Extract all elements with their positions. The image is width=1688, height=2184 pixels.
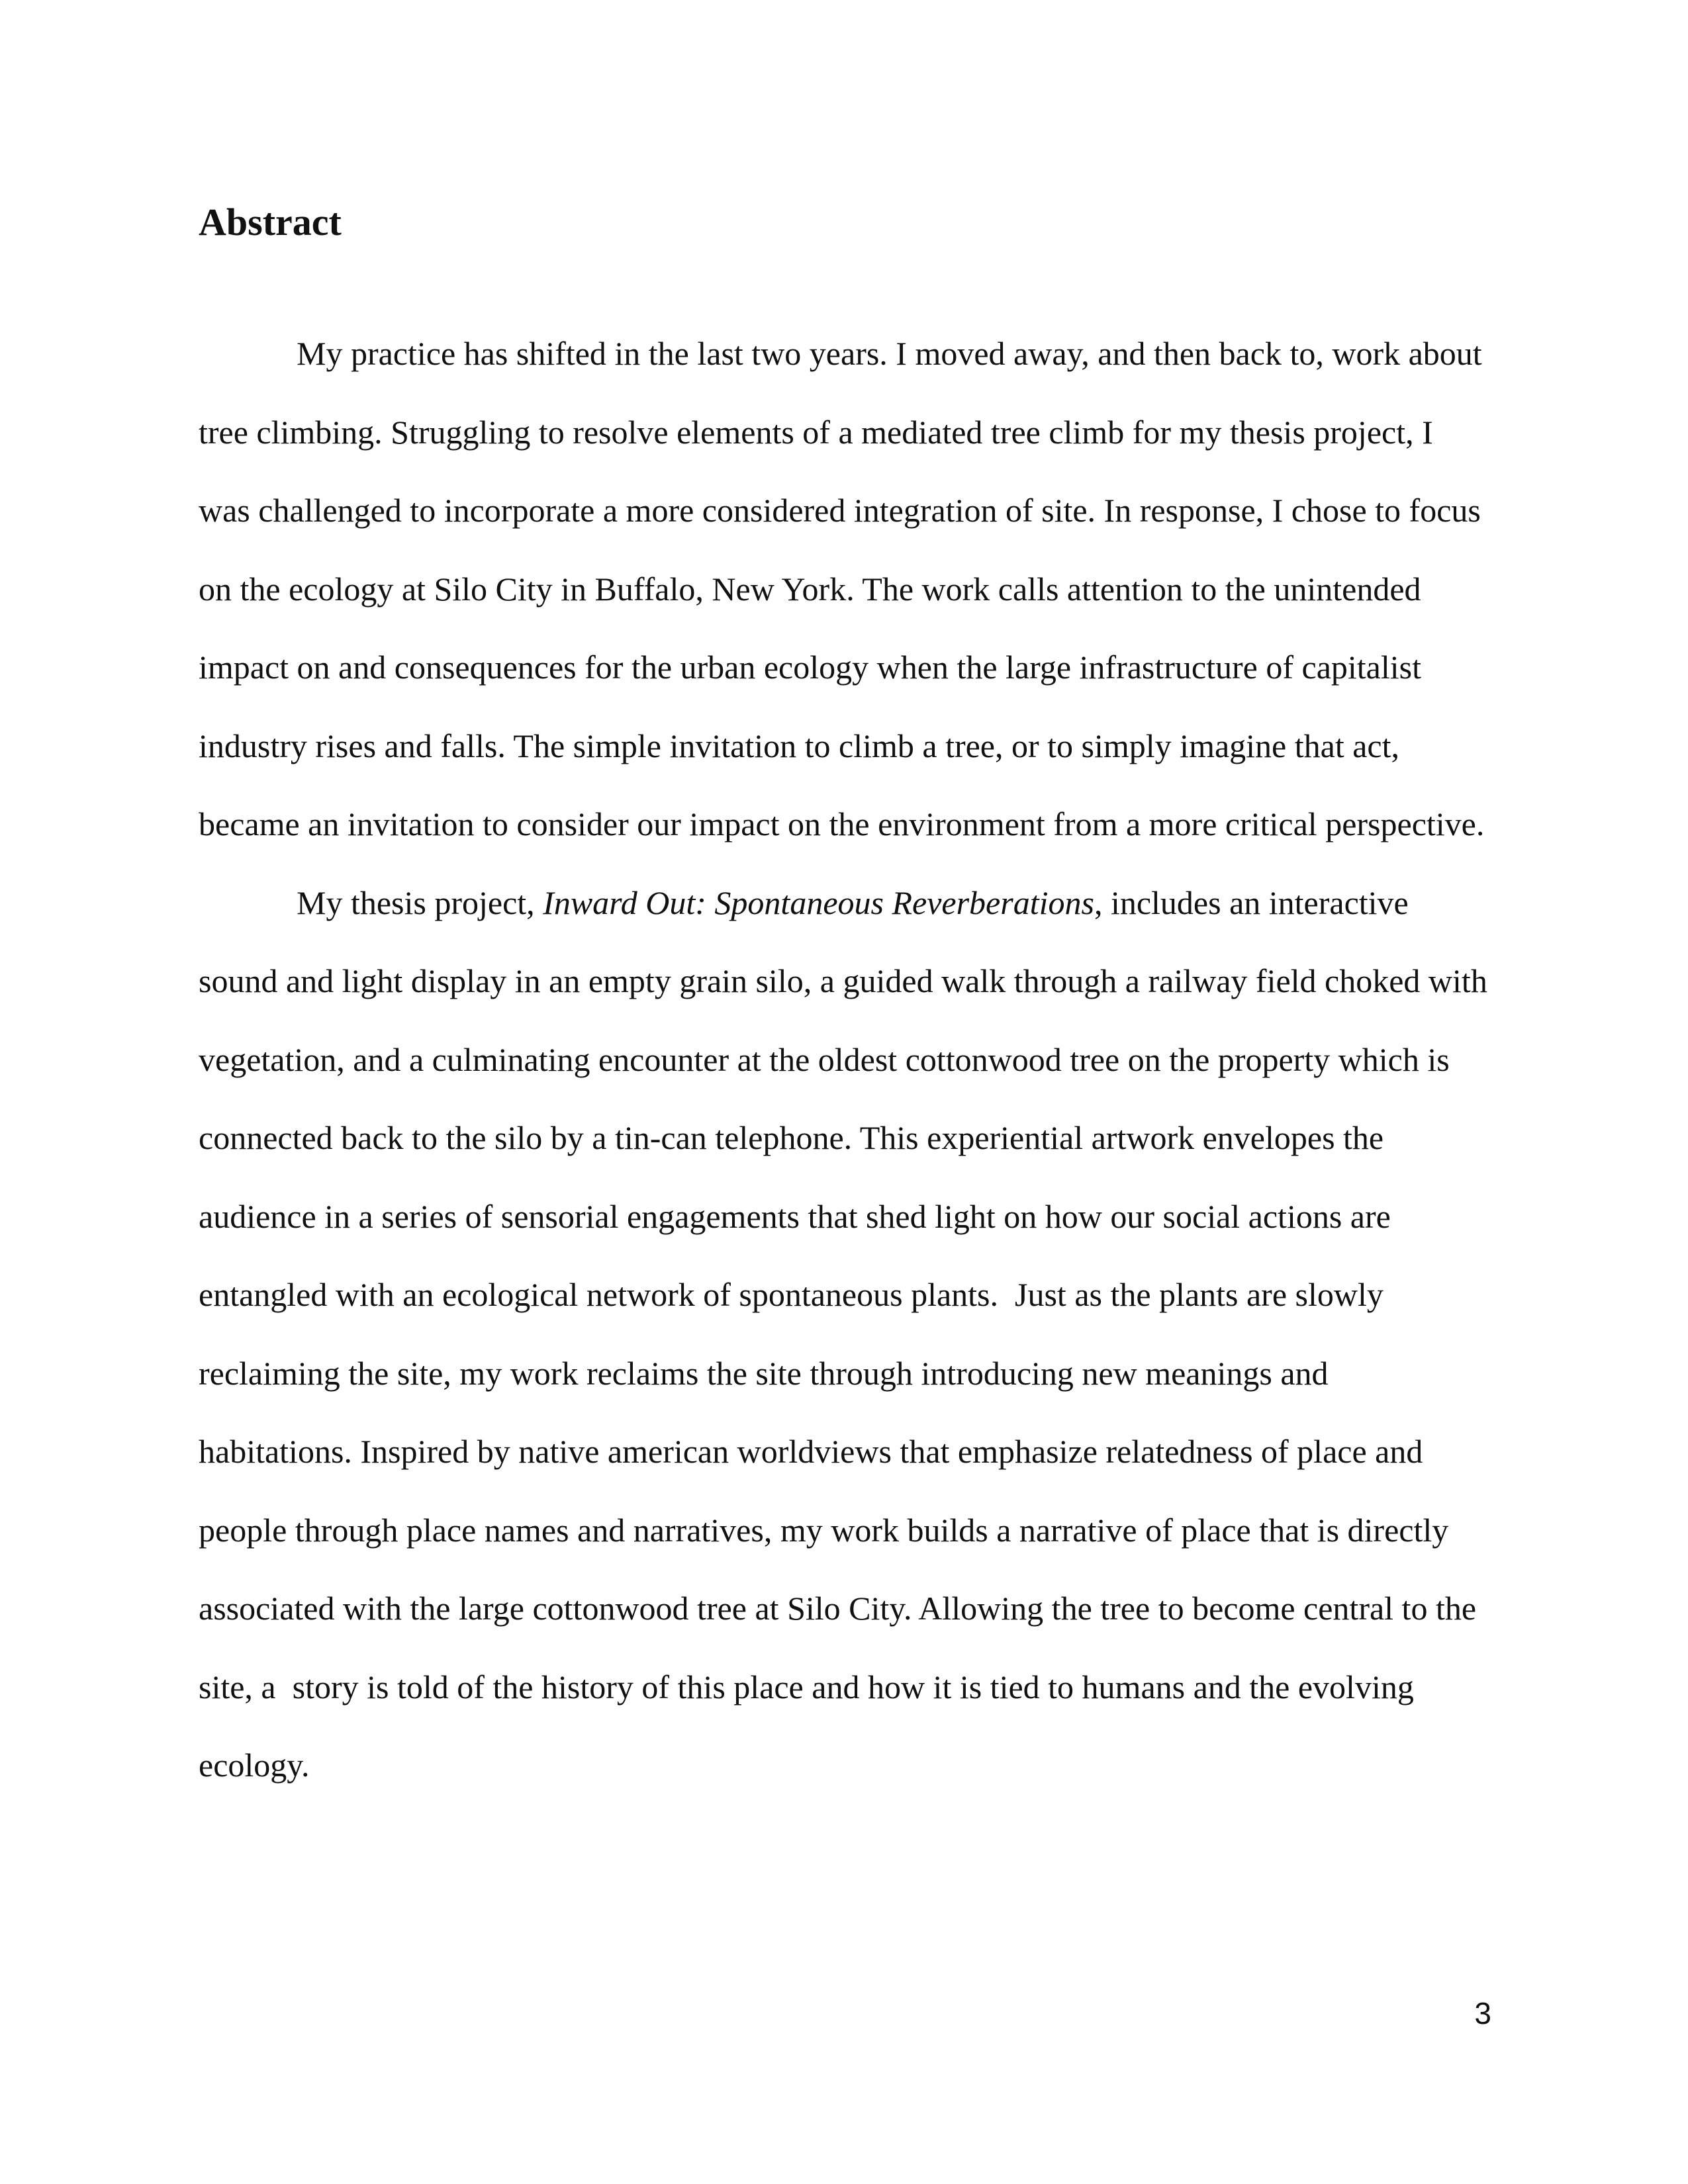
text-line: industry rises and falls. The simple invitation to climb a tree, or to simply imagine that act, (199, 727, 1399, 764)
text-line: became an invitation to consider our impact on the environment from a more critical perspective. (199, 805, 1485, 842)
text-line: impact on and consequences for the urban ecology when the large infrastructure of capitalist (199, 649, 1421, 686)
thesis-title: Inward Out: Spontaneous Reverberations (543, 884, 1094, 921)
text-line: site, a story is told of the history of this place and how it is tied to humans and the evolving (199, 1668, 1414, 1706)
paragraph-2 (199, 876, 1489, 1817)
text-line: tree climbing. Struggling to resolve elements of a mediated tree climb for my thesis project, I (199, 413, 1433, 451)
text-line: vegetation, and a culminating encounter at the oldest cottonwood tree on the property which is (199, 1040, 1450, 1078)
text-line: reclaiming the site, my work reclaims the site through introducing new meanings and (199, 1354, 1329, 1392)
text-line: My practice has shifted in the last two years. I moved away, and then back to, work about (297, 335, 1482, 372)
text-line: was challenged to incorporate a more considered integration of site. In response, I chose to focus (199, 492, 1481, 529)
page-title: Abstract (199, 201, 342, 244)
paragraph-1 (199, 327, 1489, 876)
text-line: on the ecology at Silo City in Buffalo, New York. The work calls attention to the unintended (199, 570, 1421, 608)
text-line: audience in a series of sensorial engagements that shed light on how our social actions are (199, 1197, 1391, 1235)
abstract-body (199, 327, 1489, 1817)
text-run: My thesis project, (297, 884, 543, 921)
text-line: ecology. (199, 1747, 310, 1784)
text-line: people through place names and narratives, my work builds a narrative of place that is directly (199, 1511, 1449, 1549)
text-line: entangled with an ecological network of spontaneous plants. Just as the plants are slowly (199, 1276, 1383, 1313)
text-line: sound and light display in an empty grain silo, a guided walk through a railway field choked with (199, 962, 1487, 999)
page-number: 3 (1474, 1996, 1491, 2030)
text-run: , includes an interactive (1094, 884, 1409, 921)
text-line: connected back to the silo by a tin-can telephone. This experiential artwork envelopes the (199, 1119, 1384, 1156)
text-line (199, 876, 1489, 955)
text-line: habitations. Inspired by native american worldviews that emphasize relatedness of place and (199, 1433, 1423, 1470)
text-line: associated with the large cottonwood tree at Silo City. Allowing the tree to become central to the (199, 1590, 1477, 1627)
